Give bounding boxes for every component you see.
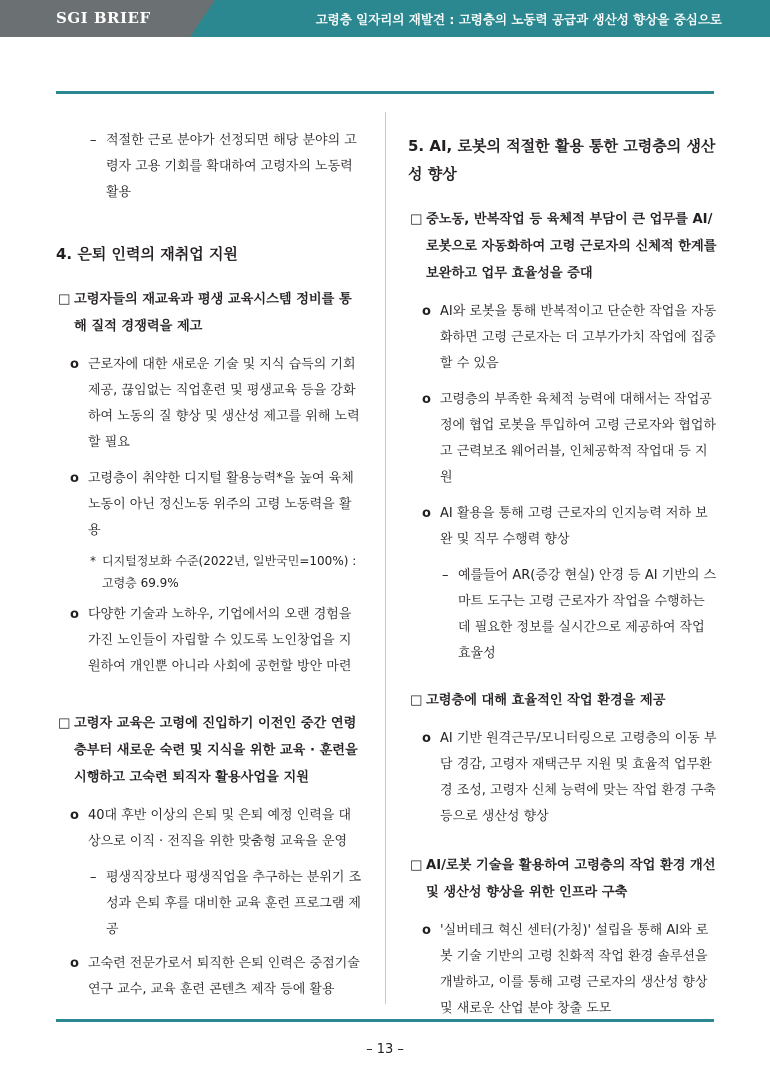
square-item: □ 고령자 교육은 고령에 진입하기 이전인 중간 연령층부터 새로운 숙련 및 지식을 위한 교육 · 훈련을 시행하고 고숙련 퇴직자 활용사업을 지원 <box>58 716 358 785</box>
circle-item: o 고령층이 취약한 디지털 활용능력*을 높여 육체노동이 아닌 정신노동 위주의 고령 노동력을 활용 <box>70 471 354 538</box>
section-heading: 5. AI, 로봇의 적절한 활용 통한 고령층의 생산성 향상 <box>408 137 716 183</box>
square-item: □ 고령층에 대해 효율적인 작업 환경을 제공 <box>410 693 666 708</box>
dash-item: – 평생직장보다 평생직업을 추구하는 분위기 조성과 은퇴 후를 대비한 교육 훈련 프로그램 제공 <box>90 870 362 937</box>
circle-item: o AI와 로봇을 통해 반복적이고 단순한 작업을 자동화하면 고령 근로자는 더 고부가가치 작업에 집중할 수 있음 <box>422 304 717 371</box>
left-column <box>56 128 362 1013</box>
report-title: 고령층 일자리의 재발견 : 고령층의 노동력 공급과 생산성 향상을 중심으로 <box>315 12 722 27</box>
brand-label: SGI BRIEF <box>56 9 151 27</box>
circle-item: o AI 기반 원격근무/모니터링으로 고령층의 이동 부담 경감, 고령자 재택근무 지원 및 효율적 업무환경 조성, 고령자 신체 능력에 맞는 작업 환경 구축 등으로 생산성 향상 <box>422 731 717 824</box>
footnote-item: * 디지털정보화 수준(2022년, 일반국민=100%) : 고령층 69.9% <box>90 554 357 590</box>
square-item: □ 고령자들의 재교육과 평생 교육시스템 정비를 통해 질적 경쟁력을 제고 <box>58 292 352 334</box>
bottom-rule <box>56 1019 714 1022</box>
square-item: □ AI/로봇 기술을 활용하여 고령층의 작업 환경 개선 및 생산성 향상을 위한 인프라 구축 <box>410 858 716 900</box>
square-item: □ 중노동, 반복작업 등 육체적 부담이 큰 업무를 AI/로봇으로 자동화하여 고령 근로자의 신체적 한계를 보완하고 업무 효율성을 증대 <box>410 212 717 281</box>
right-column <box>408 132 720 1032</box>
circle-item: o '실버테크 혁신 센터(가칭)' 설립을 통해 AI와 로봇 기술 기반의 고령 친화적 작업 환경 솔루션을 개발하고, 이를 통해 고령 근로자의 생산성 향상 및 새로운 산업 분야 창출 도모 <box>422 923 709 1016</box>
circle-item: o 고숙련 전문가로서 퇴직한 은퇴 인력은 중점기술연구 교수, 교육 훈련 콘텐츠 제작 등에 활용 <box>70 956 360 997</box>
circle-item: o AI 활용을 통해 고령 근로자의 인지능력 저하 보완 및 직무 수행력 향상 <box>422 506 708 547</box>
page-number: – 13 – <box>366 1042 404 1057</box>
dash-item: – 적절한 근로 분야가 선정되면 해당 분야의 고령자 고용 기회를 확대하여 고령자의 노동력 활용 <box>90 133 357 200</box>
top-rule <box>56 91 714 94</box>
column-divider <box>385 112 386 1004</box>
section-heading: 4. 은퇴 인력의 재취업 지원 <box>56 245 238 263</box>
circle-item: o 40대 후반 이상의 은퇴 및 은퇴 예정 인력을 대상으로 이직 · 전직을 위한 맞춤형 교육을 운영 <box>70 808 352 849</box>
circle-item: o 근로자에 대한 새로운 기술 및 지식 습득의 기회 제공, 끊임없는 직업훈련 및 평생교육 등을 강화하여 노동의 질 향상 및 생산성 제고를 위해 노력할 필요 <box>70 357 360 450</box>
circle-item: o 다양한 기술과 노하우, 기업에서의 오랜 경험을 가진 노인들이 자립할 수 있도록 노인창업을 지원하여 개인뿐 아니라 사회에 공헌할 방안 마련 <box>70 607 352 674</box>
dash-item: – 예를들어 AR(증강 현실) 안경 등 AI 기반의 스마트 도구는 고령 근로자가 작업을 수행하는 데 필요한 정보를 실시간으로 제공하여 작업 효율성 <box>442 568 717 661</box>
circle-item: o 고령층의 부족한 육체적 능력에 대해서는 작업공정에 협업 로봇을 투입하여 고령 근로자와 협업하고 근력보조 웨어러블, 인체공학적 작업대 등 지원 <box>422 392 716 485</box>
page-header <box>0 0 770 37</box>
